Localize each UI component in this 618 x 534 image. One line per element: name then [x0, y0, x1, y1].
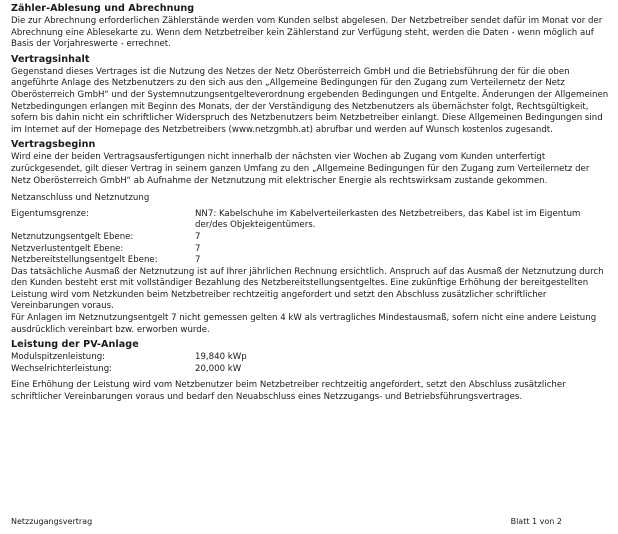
table-row	[11, 209, 609, 232]
table-row	[11, 352, 609, 364]
section-subtitle: Netzanschluss und Netznutzung	[11, 193, 150, 204]
section-text: Gegenstand dieses Vertrages ist die Nutzung des Netzes der Netz Oberösterreich GmbH und die Betriebsführung der für die oben angeführte Anlage des Netzbenutzers zu den sich aus den „Allgemeine Bedingungen für den Zugang zum Verteilernetz der Netz Oberösterreich GmbH“ und der Systemnutzungsentgelteverordnung ergebenden Bedingungen und Entgelte. Änderungen der Allgemeinen Netzbedingungen erlangen mit Beginn des Monats, der der Verständigung des Netzbenutzers als übernächster folgt, Rechtsgültigkeit, sofern bis dahin nicht ein schriftlicher Widerspruch des Netzbenutzers beim Netzbetreiber einlangt. Diese Allgemeinen Bedingungen sind im Internet auf der Homepage des Netzbetreibers (www.netzgmbh.at) abrufbar und werden auf Wunsch kostenlos zugesandt.	[11, 66, 609, 135]
footer-document-name: Netzzugangsvertrag	[11, 517, 93, 526]
row-key: Netzbereitstellungsentgelt Ebene:	[11, 255, 158, 266]
section-text: Eine Erhöhung der Leistung wird vom Netzbenutzer beim Netzbetreiber rechtzeitig angefordert, setzt den Abschluss zusätzlicher schriftlicher Vereinbarungen voraus und bedarf den Neuabschluss eines Netzzugangs- und Betriebsführungsvertrages.	[11, 380, 566, 403]
connection-table	[11, 209, 609, 267]
section-meter-reading	[11, 2, 609, 51]
row-key: Eigentumsgrenze:	[11, 208, 89, 219]
row-value: 7	[195, 243, 201, 254]
pv-table	[11, 352, 609, 375]
footer-page-number: Blatt 1 von 2	[510, 517, 562, 526]
section-title: Vertragsbeginn	[11, 139, 96, 151]
section-title: Vertragsinhalt	[11, 53, 90, 65]
row-key: Netzverlustentgelt Ebene:	[11, 243, 124, 254]
row-value: NN7: Kabelschuhe im Kabelverteilerkasten des Netzbetreibers, das Kabel ist im Eigentum der/des Objekteigentümers.	[195, 208, 581, 231]
table-row	[11, 232, 609, 244]
section-contract-content	[11, 53, 609, 137]
row-value: 7	[195, 255, 201, 266]
section-text: Das tatsächliche Ausmaß der Netznutzung ist auf Ihrer jährlichen Rechnung ersichtlich. Anspruch auf das Ausmaß der Netznutzung durch den Kunden besteht erst mit vollständiger Bezahlung des Netzbereitstellungsentgeltes. Eine zukünftige Erhöhung der bereitgestellten Leistung wird vom Netzkunden beim Netzbetreiber rechtzeitig angefordert und setzt den Abschluss zusätzlicher schriftlicher Vereinbarungen voraus.	[11, 266, 604, 312]
section-title: Leistung der PV-Anlage	[11, 339, 139, 351]
section-text: Für Anlagen im Netznutzungsentgelt 7 nicht gemessen gelten 4 kW als vertragliches Mindestausmaß, sofern nicht eine andere Leistung ausdrücklich vereinbart bzw. erworben wurde.	[11, 313, 597, 335]
section-text: Wird eine der beiden Vertragsausfertigungen nicht innerhalb der nächsten vier Wochen ab Zugang vom Kunden unterfertigt zurückgesendet, gilt dieser Vertrag in seinem ganzen Umfang zu den „Allgemeine Bedingungen für den Zugang zum Verteilernetz der Netz Oberösterreich GmbH“ ab Aufnahme der Netznutzung mit elektrischer Energie als rechtswirksam zustande gekommen.	[11, 152, 590, 186]
row-key: Wechselrichterleistung:	[11, 363, 113, 374]
document-page	[11, 2, 609, 406]
section-pv-power	[11, 338, 609, 403]
row-value: 19,840 kWp	[195, 352, 247, 363]
row-value: 7	[195, 231, 201, 242]
row-key: Modulspitzenleistung:	[11, 352, 106, 363]
section-text: Die zur Abrechnung erforderlichen Zählerstände werden vom Kunden selbst abgelesen. Der Netzbetreiber sendet dafür im Monat vor der Abrechnung eine Ablesekarte zu. Wenn dem Netzbetreiber kein Zählerstand zur Verfügung steht, werden die Daten - wenn möglich auf Basis der Vorjahreswerte - errechnet.	[11, 16, 603, 50]
section-contract-start	[11, 138, 609, 187]
row-key: Netznutzungsentgelt Ebene:	[11, 231, 134, 242]
table-row	[11, 255, 609, 267]
table-row	[11, 364, 609, 376]
row-value: 20,000 kW	[195, 363, 242, 374]
section-connection	[11, 193, 609, 336]
section-title: Zähler-Ablesung und Abrechnung	[11, 3, 195, 14]
table-row	[11, 244, 609, 256]
